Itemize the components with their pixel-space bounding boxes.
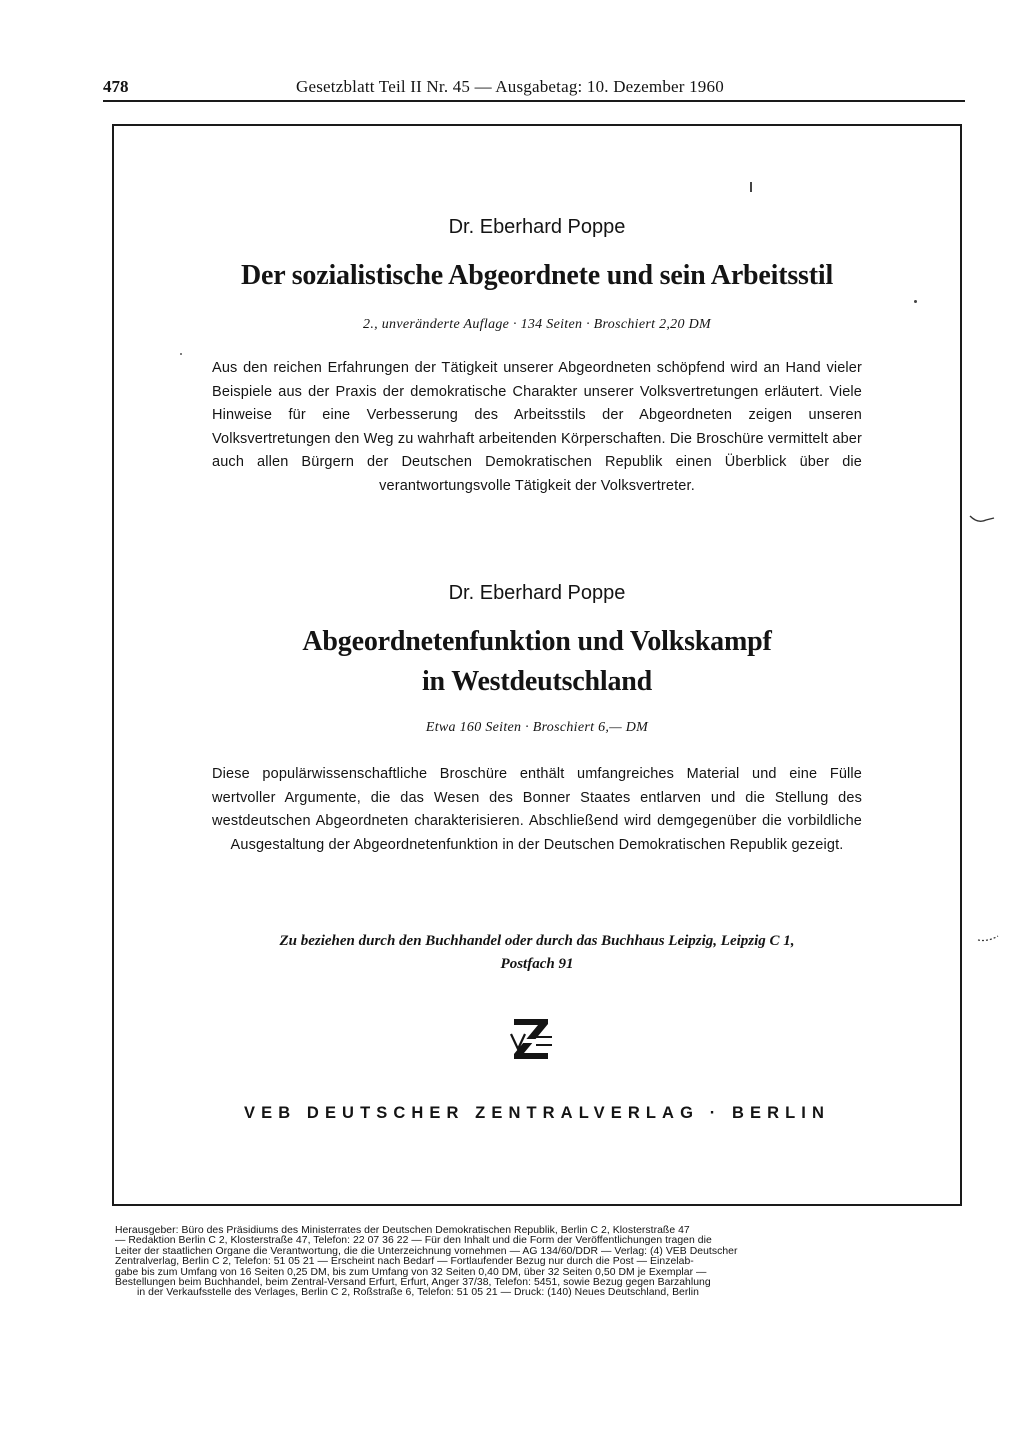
book-1-author: Dr. Eberhard Poppe: [448, 216, 626, 238]
margin-tick-mark: [968, 512, 998, 528]
imprint-line: Zentralverlag, Berlin C 2, Telefon: 51 05 21 — Erscheint nach Bedarf — Fortlaufender Bezug nur durch die Post — Einzelab-: [115, 1256, 694, 1268]
page-number: 478: [103, 77, 129, 96]
imprint: [115, 1226, 970, 1299]
order-note-line-1: Zu beziehen durch den Buchhandel oder durch das Buchhaus Leipzig, Leipzig C 1,: [279, 933, 795, 949]
book-2-author: Dr. Eberhard Poppe: [448, 582, 626, 604]
book-2-title-line-1: Abgeordnetenfunktion und Volkskampf: [302, 626, 772, 657]
imprint-line: in der Verkaufsstelle des Verlages, Berlin C 2, Roßstraße 6, Telefon: 51 05 21 — Druck: (140) Neues Deutschland, Berlin: [137, 1287, 699, 1299]
imprint-line: — Redaktion Berlin C 2, Klosterstraße 47, Telefon: 22 07 36 22 — Für den Inhalt und die Form der Veröffentlichungen tragen die: [115, 1235, 712, 1247]
book-2-title-line-2: in Westdeutschland: [421, 666, 653, 697]
book-2-description: Diese populärwissenschaftliche Broschüre enthält umfangreiches Material und eine Fülle wertvoller Argumente, die das Wesen des Bonner Staates entlarven und die Stellung des westdeutschen Abgeordneten charakterisieren. Abschließend wird demgegenüber die vorbildliche Ausgestaltung der Abgeordnetenfunktion in der Deutschen Demokratischen Republik gezeigt.: [212, 766, 862, 853]
scan-speck: [914, 300, 917, 303]
book-1-details: 2., unveränderte Auflage · 134 Seiten · Broschiert 2,20 DM: [363, 317, 711, 332]
book-1-description: Aus den reichen Erfahrungen der Tätigkeit unserer Abgeordneten schöpfend wird an Hand vieler Beispiele aus der Praxis der demokratische Charakter unserer Volksvertretungen erläutert. Viele Hinweise für eine Verbesserung des Arbeitsstils der Abgeordneten zeigen unseren Volksvertretungen den Weg zu wahrhaft arbeitenden Körperschaften. Die Broschüre vermittelt aber auch allen Bürgern der Deutschen Demokratischen Republik einen Überblick über die verantwortungsvolle Tätigkeit der Volksvertreter.: [212, 360, 862, 494]
book-1-title: Der sozialistische Abgeordnete und sein Arbeitsstil: [240, 260, 834, 291]
margin-tick-mark: [976, 930, 1006, 946]
header-rule: [103, 100, 965, 102]
running-header: Gesetzblatt Teil II Nr. 45 — Ausgabetag: 10. Dezember 1960: [296, 77, 724, 96]
scan-speck: [180, 353, 182, 355]
order-note-line-2: Postfach 91: [500, 956, 574, 972]
imprint-line: gabe bis zum Umfang von 16 Seiten 0,25 DM, bis zum Umfang von 32 Seiten 0,40 DM, über 32 Seiten 0,50 DM je Exemplar —: [115, 1266, 707, 1278]
scan-speck: [750, 182, 752, 192]
imprint-line: Herausgeber: Büro des Präsidiums des Ministerrates der Deutschen Demokratischen Republik, Berlin C 2, Klosterstraße 47: [115, 1225, 690, 1236]
publisher-name: VEB DEUTSCHER ZENTRALVERLAG · BERLIN: [244, 1104, 830, 1122]
book-2-details: Etwa 160 Seiten · Broschiert 6,— DM: [425, 720, 649, 735]
zentralverlag-logo-icon: [508, 1015, 554, 1065]
imprint-line: Bestellungen beim Buchhandel, beim Zentral-Versand Erfurt, Erfurt, Anger 37/38, Telefon: 5451, sowie Bezug gegen Barzahlung: [115, 1277, 711, 1289]
imprint-line: Leiter der staatlichen Organe die Verantwortung, die die Unterzeichnung vornehmen — AG 134/60/DDR — Verlag: (4) VEB Deutscher: [115, 1245, 738, 1257]
